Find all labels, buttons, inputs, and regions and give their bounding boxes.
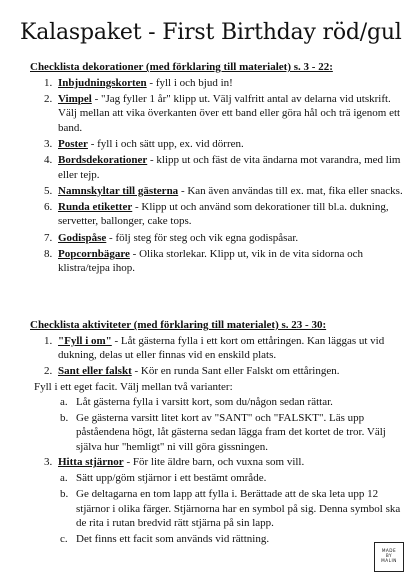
item-term: Sant eller falskt bbox=[58, 365, 132, 378]
item-term: Poster bbox=[58, 137, 88, 150]
list-item: 6. Runda etiketter - Klipp ut och använd som dekorationer till bl.a. dukning, servetter, ballonger, cake tops. bbox=[44, 200, 389, 228]
decorations-checklist bbox=[30, 60, 406, 277]
list-item: 7. Godispåse - följ steg för steg och vik egna godispåsar. bbox=[44, 231, 299, 244]
list-item: 1. Inbjudningskorten - fyll i och bjud in! bbox=[44, 76, 233, 89]
list-item: 2. Vimpel - "Jag fyller 1 år" klipp ut. Välj valfritt antal av delarna vid utskrift. Välj mellan att vika överkanten över ett band eller göra hål och trä igenom ett band. bbox=[44, 92, 401, 134]
list-item: 3. Poster - fyll i och sätt upp, ex. vid dörren. bbox=[44, 137, 244, 150]
activities-checklist bbox=[30, 318, 406, 547]
activities-heading: Checklista aktiviteter (med förklaring till materialet) s. 23 - 30: bbox=[30, 319, 327, 331]
document-title: Kalaspaket - First Birthday röd/gul bbox=[20, 20, 402, 45]
item-term: Inbjudningskorten bbox=[58, 76, 147, 89]
item-term: Godispåse bbox=[58, 231, 107, 244]
decorations-heading: Checklista dekorationer (med förklaring till materialet) s. 3 - 22: bbox=[30, 61, 333, 73]
sub-item: b. Ge deltagarna en tom lapp att fylla i. Berättade att de ska leta upp 12 stjärnor i olika färger. Stjärnorna har en symbol på sig. Denna symbol ska de rita i rutan bredvid rätt stjärna på sin lapp. bbox=[60, 488, 401, 530]
list-item: 4. Bordsdekorationer - klipp ut och fäst de vita ändarna mot varandra, med lim eller tejp. bbox=[44, 154, 401, 181]
item-term: Popcornbägare bbox=[58, 247, 130, 260]
list-item: 2. Sant eller falskt - Kör en runda Sant eller Falskt om ettåringen. bbox=[44, 365, 340, 378]
sub-item: a. Sätt upp/göm stjärnor i ett bestämt område. bbox=[60, 472, 267, 485]
list-item: 1. "Fyll i om" - Låt gästerna fylla i ett kort om ettåringen. Kan läggas ut vid dukning, delas ut eller finnas vid en enskild plats. bbox=[44, 334, 385, 362]
item-term: Bordsdekorationer bbox=[58, 154, 148, 167]
list-item: 5. Namnskyltar till gästerna - Kan även användas till ex. mat, fika eller snacks. bbox=[44, 184, 403, 197]
item-term: Namnskyltar till gästerna bbox=[58, 184, 179, 197]
sub-item: c. Det finns ett facit som används vid rättning. bbox=[60, 532, 270, 545]
item-term: Hitta stjärnor bbox=[58, 456, 124, 469]
item-term: Vimpel bbox=[58, 92, 92, 105]
item-term: "Fyll i om" bbox=[58, 334, 112, 347]
list-item: 8. Popcornbägare - Olika storlekar. Klipp ut, vik in de vita sidorna och klistra/tejpa ihop. bbox=[44, 247, 364, 275]
item-term: Runda etiketter bbox=[58, 200, 133, 213]
item-intro: Fyll i ett eget facit. Välj mellan två varianter: bbox=[34, 381, 233, 394]
list-item: 3. Hitta stjärnor - För lite äldre barn, och vuxna som vill. bbox=[44, 456, 305, 469]
made-by-malin-logo: MADE BY MALIN bbox=[374, 542, 404, 572]
sub-item: b. Ge gästerna varsitt litet kort av "SANT" och "FALSKT". Läs upp påståendena högt, låt gästerna sedan lägga fram det kortet de tror. Välj själva hur "hemligt" ni vill göra gissningen. bbox=[60, 411, 386, 453]
sub-item: a. Låt gästerna fylla i varsitt kort, som du/någon sedan rättar. bbox=[60, 395, 333, 408]
